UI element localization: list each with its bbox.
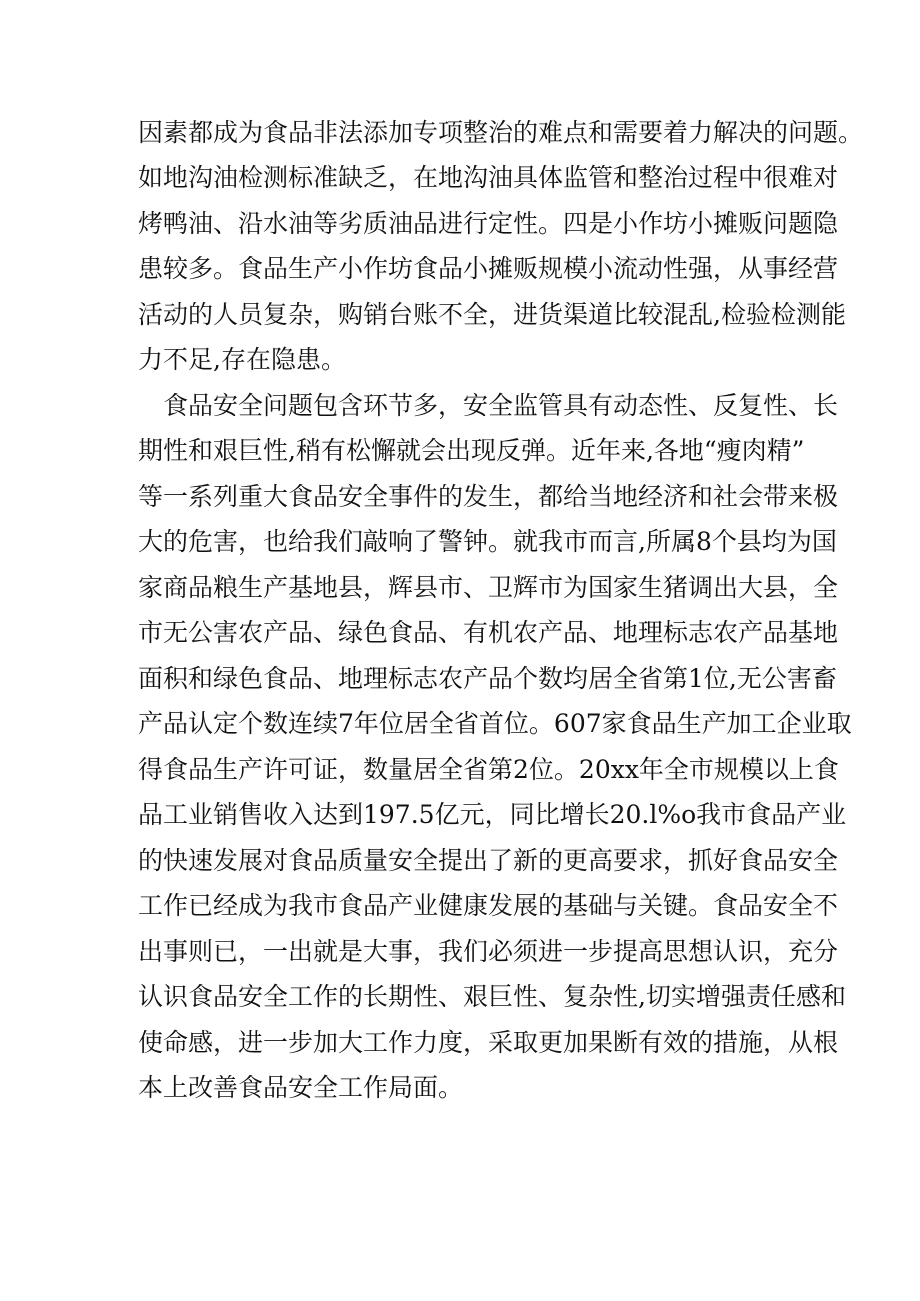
paragraph-2-line: 家商品粮生产基地县，辉县市、卫辉市为国家生猪调出大县，全 <box>138 573 839 602</box>
paragraph-1-line: 活动的人员复杂，购销台账不全，进货渠道比较混乱,检验检测能 <box>138 300 846 329</box>
paragraph-1-line: 如地沟油检测标准缺乏，在地沟油具体监管和整治过程中很难对 <box>138 163 839 192</box>
paragraph-2-line: 本上改善食品安全工作局面。 <box>138 1073 464 1102</box>
paragraph-2-line: 期性和艰巨性,稍有松懈就会出现反弹。近年来,各地“瘦肉精” <box>138 436 805 465</box>
paragraph-1-line: 力不足,存在隐患。 <box>138 345 346 374</box>
paragraph-1-line: 因素都成为食品非法添加专项整治的难点和需要着力解决的问题。 <box>138 118 864 147</box>
paragraph-2-line: 面积和绿色食品、地理标志农产品个数均居全省第1位,无公害畜 <box>138 664 837 693</box>
paragraph-2-line: 大的危害，也给我们敲响了警钟。就我市而言,所属8个县均为国 <box>138 527 837 556</box>
paragraph-2-line: 品工业销售收入达到197.5亿元，同比增长20.l%o我市食品产业 <box>138 800 847 829</box>
paragraph-2-line: 的快速发展对食品质量安全提出了新的更高要求，抓好食品安全 <box>138 846 839 875</box>
paragraph-2-line: 认识食品安全工作的长期性、艰巨性、复杂性,切实增强责任感和 <box>138 982 846 1011</box>
paragraph-2-line: 出事则已，一出就是大事，我们必须进一步提高思想认识，充分 <box>138 937 839 966</box>
paragraph-2-line: 工作已经成为我市食品产业健康发展的基础与关键。食品安全不 <box>138 891 839 920</box>
paragraph-2-line: 得食品生产许可证，数量居全省第2位。20xx年全市规模以上食 <box>138 755 839 784</box>
paragraph-2-line: 市无公害农产品、绿色食品、有机农产品、地理标志农产品基地 <box>138 618 839 647</box>
paragraph-2-line: 食品安全问题包含环节多，安全监管具有动态性、反复性、长 <box>163 391 839 420</box>
paragraph-1-line: 患较多。食品生产小作坊食品小摊贩规模小流动性强，从事经营 <box>138 254 839 283</box>
paragraph-1-line: 烤鸭油、沿水油等劣质油品进行定性。四是小作坊小摊贩问题隐 <box>138 209 839 238</box>
paragraph-2-line: 产品认定个数连续7年位居全省首位。607家食品生产加工企业取 <box>138 709 852 738</box>
paragraph-2-line: 等一系列重大食品安全事件的发生，都给当地经济和社会带来极 <box>138 482 839 511</box>
paragraph-2-line: 使命感，进一步加大工作力度，采取更加果断有效的措施，从根 <box>138 1028 839 1057</box>
